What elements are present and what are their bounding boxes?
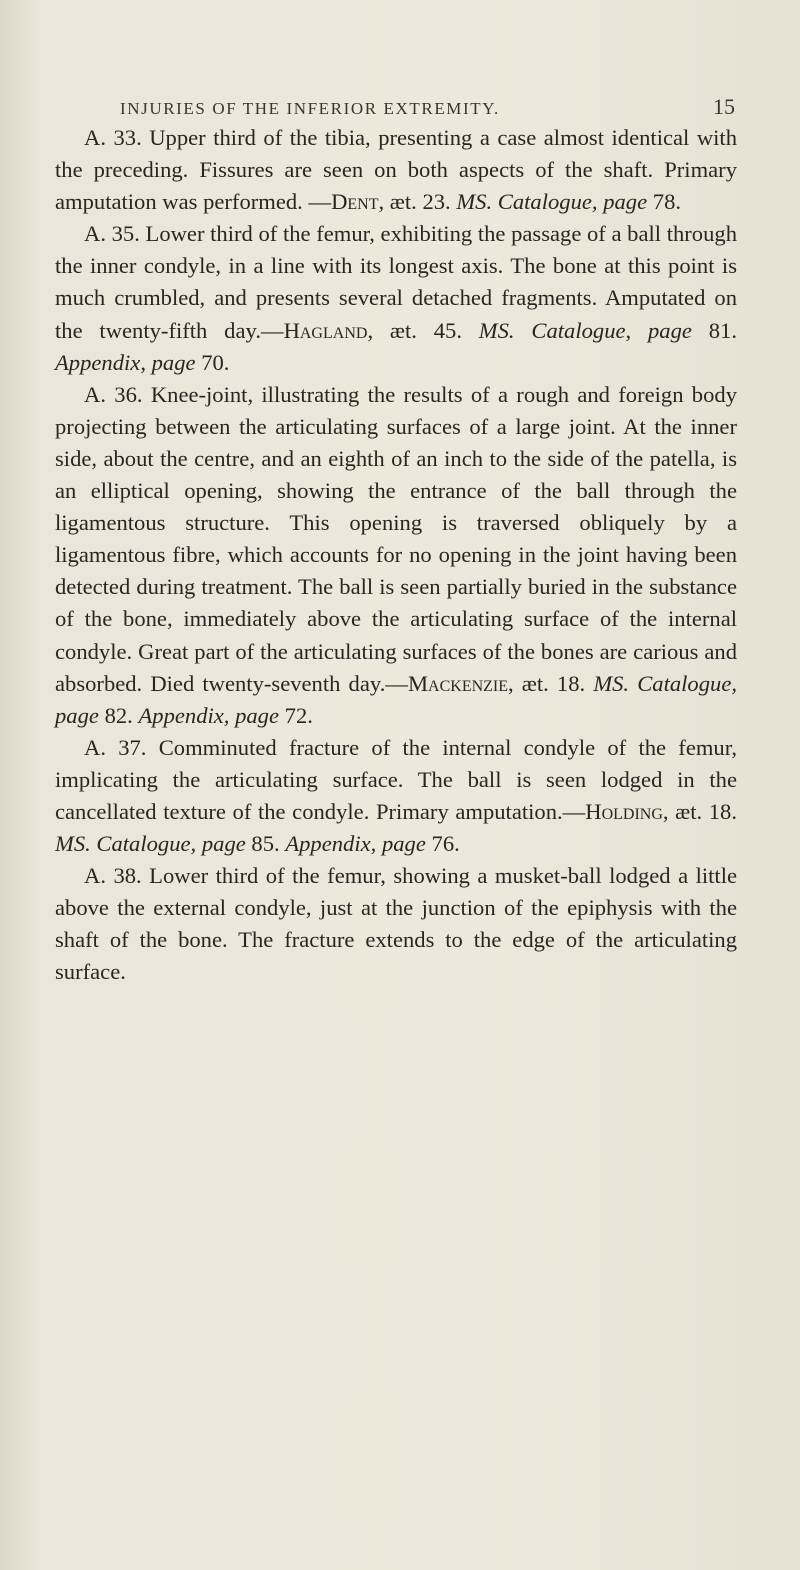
entry-age: , æt. 18. bbox=[508, 670, 594, 696]
running-head: INJURIES OF THE INFERIOR EXTREMITY. bbox=[120, 99, 500, 118]
body-text bbox=[55, 122, 737, 989]
entry-text: A. 36. Knee-joint, illustrating the results of a rough and foreign body projecting between the articulating surfaces of a large joint. At the inner side, about the centre, and an eighth of an inch to the side of the patella, is an elliptical opening, showing the entrance of the ball through the ligamentous structure. This opening is traversed obliquely by a ligamentous fibre, which accounts for no opening in the joint having been detected during treatment. The ball is seen partially buried in the substance of the bone, immediately above the articulating surface of the internal condyle. Great part of the articulating surfaces of the bones are carious and absorbed. Died twenty-seventh day.— bbox=[55, 381, 737, 696]
appendix-citation: Appendix, page bbox=[55, 349, 196, 375]
patient-name: Hagland bbox=[283, 317, 368, 343]
catalogue-citation: MS. Catalogue, page bbox=[478, 317, 692, 343]
entry-text: A. 38. Lower third of the femur, showing a musket-ball lodged a little above the external condyle, just at the junction of the epiphysis with the shaft of the bone. The fracture extends to the edge of the articulating surface. bbox=[55, 863, 737, 985]
page-number: 15 bbox=[713, 94, 735, 119]
catalogue-citation: MS. Catalogue, page bbox=[456, 189, 648, 215]
citation-page: 85. bbox=[245, 831, 286, 857]
catalogue-citation: MS. Catalogue, page bbox=[55, 670, 737, 728]
appendix-page: 72. bbox=[279, 702, 313, 728]
appendix-page: 70. bbox=[195, 349, 230, 375]
appendix-page: 76. bbox=[425, 831, 460, 857]
appendix-citation: Appendix, page bbox=[138, 702, 280, 728]
entry-age: , æt. 45. bbox=[367, 317, 479, 343]
entry-text: A. 35. Lower third of the femur, exhibiting the passage of a ball through the inner condyle, in a line with its longest axis. The bone at this point is much crumbled, and presents several detached fragments. Amputated on the twenty-fifth day.— bbox=[55, 221, 737, 343]
patient-name: Holding bbox=[585, 798, 663, 824]
entry-a38 bbox=[55, 860, 737, 988]
entry-age: , æt. 18. bbox=[662, 798, 737, 824]
entry-a36 bbox=[55, 379, 737, 732]
entry-text: A. 33. Upper third of the tibia, presenting a case almost identical with the preceding. Fissures are seen on both aspects of the shaft. Primary amputation was performed. — bbox=[55, 125, 737, 215]
catalogue-citation: MS. Catalogue, page bbox=[55, 831, 246, 857]
citation-page: 82. bbox=[98, 702, 139, 728]
patient-name: Mackenzie bbox=[407, 670, 509, 696]
citation-page: 81. bbox=[691, 317, 737, 343]
patient-name: Dent bbox=[331, 189, 379, 215]
entry-a37 bbox=[55, 732, 737, 860]
entry-age: , æt. 23. bbox=[378, 189, 457, 215]
entry-text: A. 37. Comminuted fracture of the internal condyle of the femur, implicating the articulating surface. The ball is seen lodged in the cancellated texture of the condyle. Primary amputation.— bbox=[55, 734, 737, 824]
appendix-citation: Appendix, page bbox=[285, 831, 426, 857]
citation-page: 78. bbox=[647, 189, 682, 215]
entry-a35 bbox=[55, 218, 737, 378]
entry-a33 bbox=[55, 122, 737, 218]
page-header bbox=[120, 94, 735, 120]
